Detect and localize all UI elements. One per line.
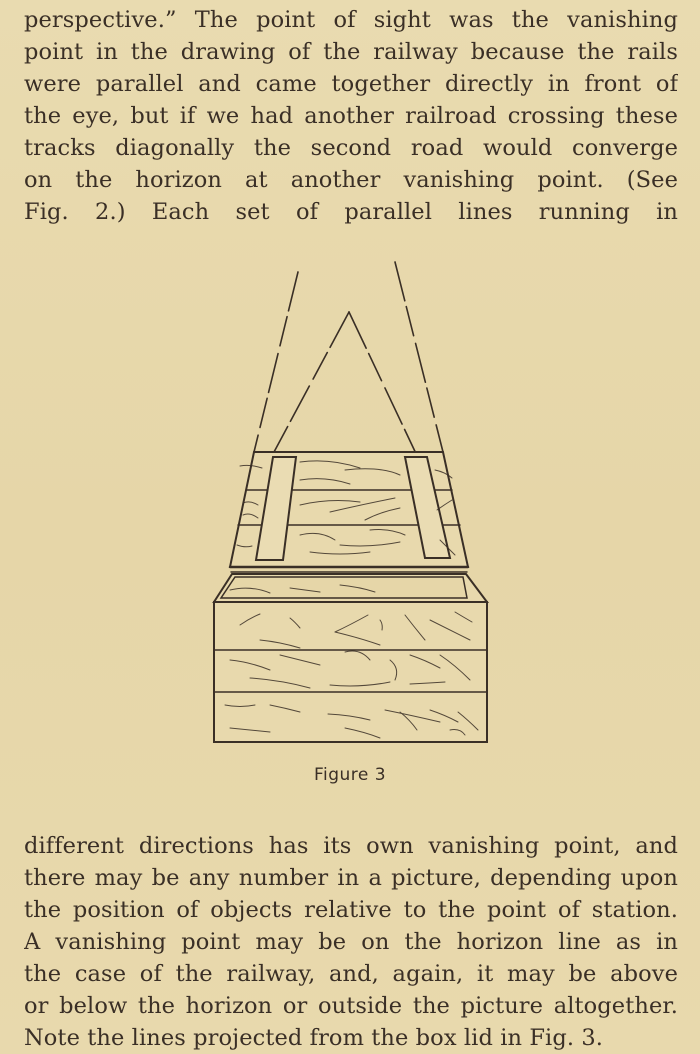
text-line: Fig. 2.) Each set of parallel lines running in <box>24 199 678 225</box>
text-line: the eye, but if we had another railroad crossing these <box>24 103 678 129</box>
text-line: there may be any number in a picture, depending upon <box>24 865 678 891</box>
text-line: point in the drawing of the railway because the rails <box>24 39 678 65</box>
box-perspective-illustration <box>200 250 500 760</box>
text-line: A vanishing point may be on the horizon line as in <box>24 929 678 955</box>
text-line: tracks diagonally the second road would converge <box>24 135 678 161</box>
projection-lines <box>254 262 443 462</box>
text-line: the case of the railway, and, again, it may be above <box>24 961 678 987</box>
paragraph-bottom <box>24 830 678 1054</box>
paragraph-top <box>24 4 678 228</box>
text-line: Note the lines projected from the box lid in Fig. 3. <box>24 1025 604 1051</box>
text-line: were parallel and came together directly in front of <box>24 71 678 97</box>
text-line: perspective.” The point of sight was the vanishing <box>24 7 678 33</box>
box-body <box>214 574 487 742</box>
text-line: or below the horizon or outside the picture altogether. <box>24 993 678 1019</box>
text-line: the position of objects relative to the point of station. <box>24 897 678 923</box>
text-line: on the horizon at another vanishing point. (See <box>24 167 678 193</box>
text-line: different directions has its own vanishing point, and <box>24 833 678 859</box>
figure-caption: Figure 3 <box>313 765 387 785</box>
